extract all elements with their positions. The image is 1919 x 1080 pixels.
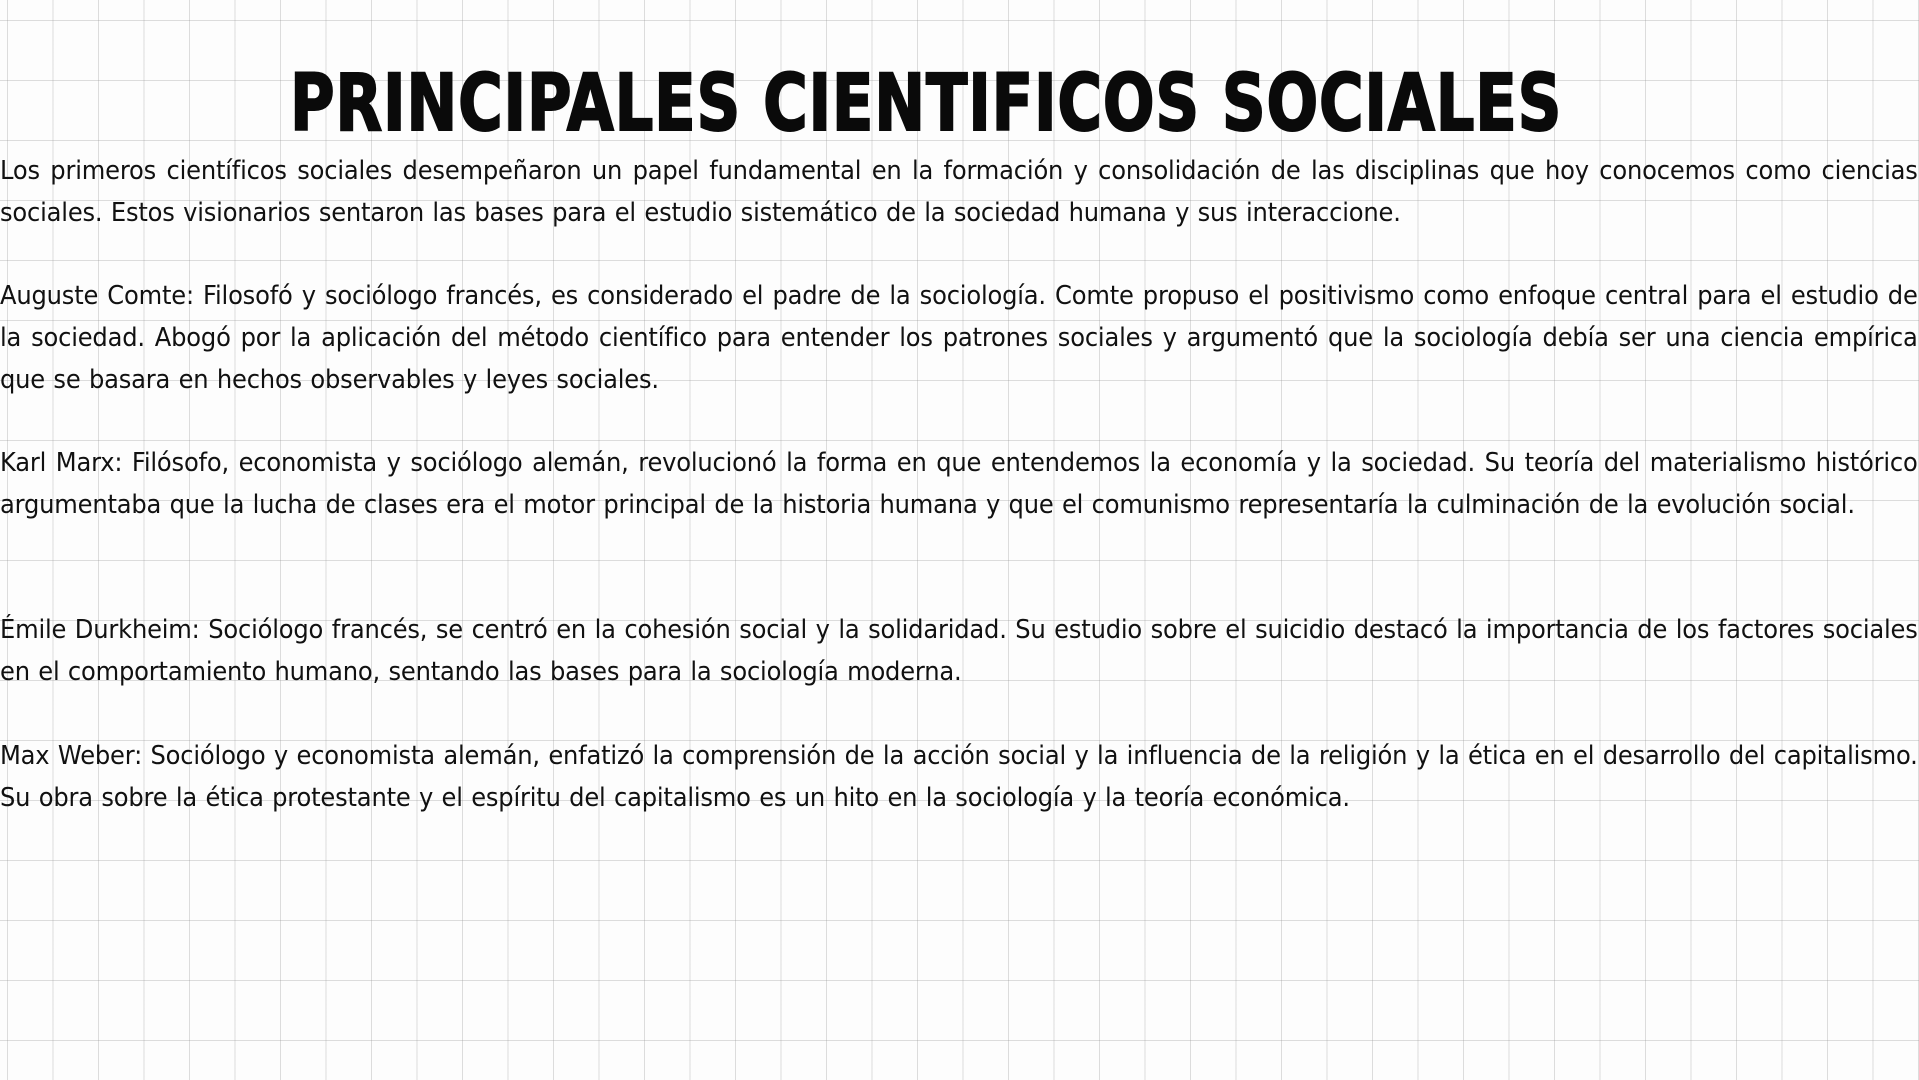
scientist-description: Sociólogo y economista alemán, enfatizó la comprensión de la acción social y la influencia de la religión y la ética en el desarrollo del capitalismo. Su obra sobre la ética protestante y el espíritu del capitalismo es un hito en la sociología y la teoría económica. [0,741,1918,813]
scientist-paragraph-weber [0,735,1918,819]
scientist-paragraph-durkheim [0,609,1918,693]
scientist-paragraph-comte [0,275,1918,401]
scientist-name: Max Weber: [0,741,143,771]
scientist-description: Filósofo, economista y sociólogo alemán, revolucionó la forma en que entendemos la economía y la sociedad. Su teoría del materialismo histórico argumentaba que la lucha de clases era el motor principal de la historia humana y que el comunismo representaría la culminación de la evolución social. [0,448,1918,520]
intro-paragraph: Los primeros científicos sociales desempeñaron un papel fundamental en la formación y consolidación de las disciplinas que hoy conocemos como ciencias sociales. Estos visionarios sentaron las bases para el estudio sistemático de la sociedad humana y sus interaccione. [0,156,1918,228]
scientist-name: Auguste Comte: [0,281,194,311]
scientist-name: Émile Durkheim: [0,615,200,645]
page-title: PRINCIPALES CIENTIFICOS SOCIALES [290,59,1563,150]
scientist-description: Sociólogo francés, se centró en la cohesión social y la solidaridad. Su estudio sobre el suicidio destacó la importancia de los factores sociales en el comportamiento humano, sentando las bases para la sociología moderna. [0,615,1918,687]
scientist-paragraph-marx [0,442,1918,526]
scientist-name: Karl Marx: [0,448,123,478]
scientist-description: Filosofó y sociólogo francés, es considerado el padre de la sociología. Comte propuso el positivismo como enfoque central para el estudio de la sociedad. Abogó por la aplicación del método científico para entender los patrones sociales y argumentó que la sociología debía ser una ciencia empírica que se basara en hechos observables y leyes sociales. [0,281,1918,395]
